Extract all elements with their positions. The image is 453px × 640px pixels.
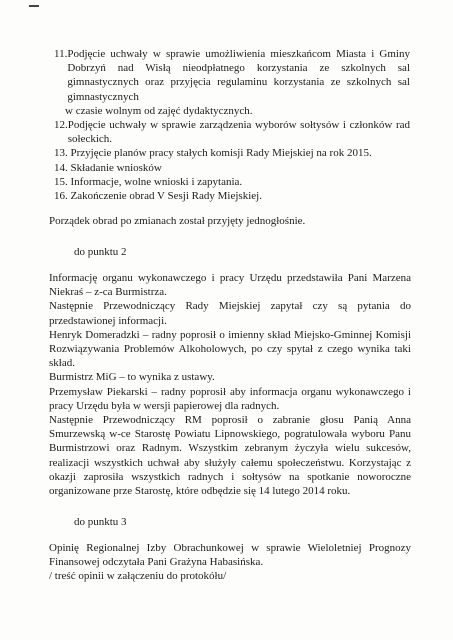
- order-note-block: [49, 214, 411, 228]
- agenda-item-number: 14.: [54, 161, 71, 174]
- agenda-item-text: w czasie wolnym od zajęć dydaktycznych.: [65, 104, 253, 117]
- agenda-item: [54, 189, 410, 203]
- paragraph: Następnie Przewodniczący Rady Miejskiej zapytał czy są pytania do przedstawionej informacji.: [49, 300, 411, 327]
- agenda-item-number: 12.: [54, 119, 68, 132]
- agenda-item-text: Składanie wniosków: [70, 161, 162, 174]
- agenda-item-text: Podjęcie uchwały w sprawie zarządzenia wyborów sołtysów i członków rad sołeckich.: [67, 119, 410, 146]
- agenda-item: [54, 118, 410, 146]
- paragraph: Następnie Przewodniczący RM poprosił o zabranie głosu Panią Anna Smurzewską w-ce Starostę Powiatu Lipnowskiego, pogratulowała wyboru Panu Burmistrzowi oraz Radnym. Wszystkim zebranym życzyła wielu sukcesów, realizacji wszystkich uchwał aby służyły całemu społeczeństwu. Korzystając z okazji zaprosiła wszystkich radnych i sołtysów na spotkanie noworoczne organizowane prze Starostę, które odbędzie się 14 lutego 2014 roku.: [49, 414, 411, 498]
- paragraph: Informację organu wykonawczego i pracy Urzędu przedstawiła Pani Marzena Niekraś – z-ca Burmistrza.: [49, 272, 411, 299]
- point-3-section: [49, 541, 411, 584]
- agenda-item: [54, 146, 410, 160]
- agenda-item-number: 15.: [54, 175, 71, 188]
- agenda-item-number: 16.: [54, 190, 71, 203]
- agenda-item: [54, 47, 410, 104]
- order-note: Porządek obrad po zmianach został przyjęty jednogłośnie.: [49, 215, 306, 227]
- scan-mark: [29, 5, 39, 7]
- paragraph: Przemysław Piekarski – radny poprosił aby informacja organu wykonawczego i pracy Urzędu była w wersji papierowej dla radnych.: [49, 385, 411, 412]
- agenda-item-text: Informacje, wolne wnioski i zapytania.: [70, 175, 243, 188]
- agenda-item-number: 13.: [54, 147, 71, 160]
- agenda-item-number: 11.: [54, 48, 68, 60]
- agenda-item: [54, 161, 410, 175]
- paragraph: Henryk Domeradzki – radny poprosił o imienny skład Miejsko-Gminnej Komisji Rozwiązywania Problemów Alkoholowych, po czy spytał z czego wynika taki skład.: [49, 328, 411, 370]
- section-heading-point-3: do punktu 3: [74, 516, 127, 528]
- point-2-section: [49, 271, 411, 498]
- section-heading-point-2: do punktu 2: [74, 246, 127, 258]
- agenda-list: [54, 47, 410, 203]
- agenda-item-text: Podjęcie uchwały w sprawie umożliwienia mieszkańcom Miasta i Gminy Dobrzyń nad Wisłą nieodpłatnego korzystania ze szkolnych sal gimnastycznych oraz przyjęcia regulaminu korzystania ze szkolnych sal gimnastycznych: [67, 48, 410, 103]
- paragraph: Opinię Regionalnej Izby Obrachunkowej w sprawie Wieloletniej Prognozy Finansowej odczytała Pani Grażyna Habasińska.: [49, 542, 411, 569]
- agenda-item-text: Przyjęcie planów pracy stałych komisji Rady Miejskiej na rok 2015.: [70, 147, 372, 160]
- paragraph: Burmistrz MiG – to wynika z ustawy.: [49, 371, 215, 384]
- agenda-item-text: Zakończenie obrad V Sesji Rady Miejskiej.: [70, 190, 262, 203]
- agenda-item: [54, 175, 410, 189]
- agenda-item-continuation: [54, 104, 410, 118]
- paragraph: / treść opinii w załączeniu do protokółu/: [49, 570, 227, 583]
